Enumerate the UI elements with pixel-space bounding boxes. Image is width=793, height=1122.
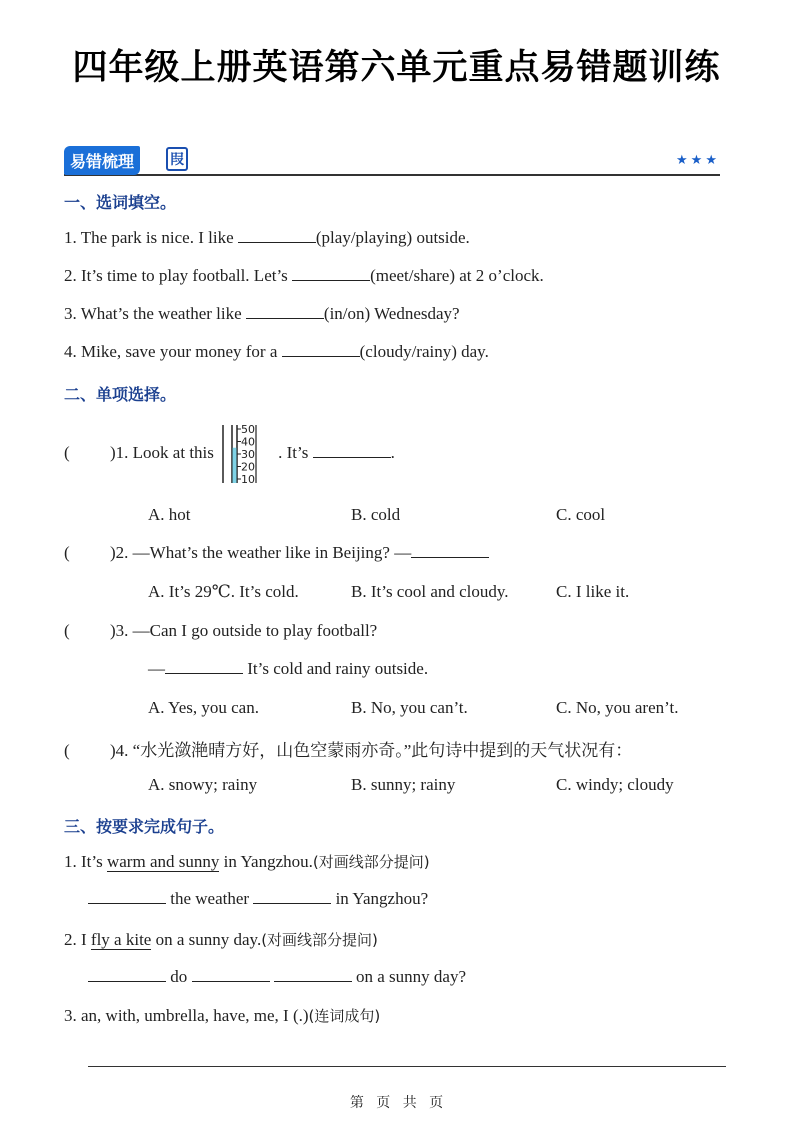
option-a: A. Yes, you can. <box>148 698 259 717</box>
thermometer-image <box>220 423 276 485</box>
section-2-heading: 二、单项选择。 <box>64 385 177 404</box>
item-text: 1. The park is nice. I like <box>64 228 238 247</box>
thermometer-tick-label: 30 <box>241 448 256 462</box>
option-c: C. I like it. <box>556 582 630 601</box>
mc-question-2 <box>64 543 489 563</box>
question-text: 3. an, with, umbrella, have, me, I (.) <box>64 1006 309 1025</box>
thermometer-tick-label: 20 <box>241 460 256 474</box>
answer-blank[interactable] <box>165 659 243 674</box>
item-text: 3. What’s the weather like <box>64 304 246 323</box>
thermometer-icon <box>220 423 276 485</box>
answer-paren[interactable]: ( <box>64 621 70 640</box>
answer-blank[interactable] <box>192 967 270 982</box>
sentence-2-answer <box>88 967 466 987</box>
mc-question-4 <box>64 736 632 761</box>
option-c: C. No, you aren’t. <box>556 698 679 717</box>
thermometer-tick-label: 10 <box>241 473 256 486</box>
fill-item-2 <box>64 266 544 286</box>
instruction-note: (连词成句) <box>308 1007 381 1025</box>
page-title: 四年级上册英语第六单元重点易错题训练 <box>72 48 721 88</box>
answer-text: on a sunny day? <box>351 967 467 986</box>
answer-blank[interactable] <box>313 443 391 458</box>
question-text: 2. I <box>64 930 91 949</box>
question-text: 1. It’s <box>64 852 107 871</box>
thermometer-tick-label: 50 <box>241 423 256 437</box>
underlined-phrase: warm and sunny <box>106 852 220 871</box>
option-a: A. hot <box>148 505 191 524</box>
sentence-2 <box>64 929 378 950</box>
mc-question-1 <box>64 422 395 485</box>
answer-blank[interactable] <box>238 228 316 243</box>
underlined-phrase: fly a kite <box>90 930 152 949</box>
answer-blank[interactable] <box>411 543 489 558</box>
mc-question-3-reply <box>148 659 428 679</box>
thermometer-liquid <box>233 448 237 483</box>
section-3-heading: 三、按要求完成句子。 <box>64 817 225 836</box>
item-text: (play/playing) outside. <box>315 228 470 247</box>
page-footer: 第 页 共 页 <box>349 1095 444 1111</box>
question-text: It’s cold and rainy outside. <box>243 659 429 678</box>
option-a: A. It’s 29℃. It’s cold. <box>148 582 299 601</box>
question-text: )3. —Can I go outside to play football? <box>110 621 378 640</box>
answer-blank[interactable] <box>274 967 352 982</box>
answer-blank[interactable] <box>88 967 166 982</box>
option-b: B. sunny; rainy <box>351 775 456 794</box>
option-b: B. It’s cool and cloudy. <box>351 582 509 601</box>
answer-paren[interactable]: ( <box>64 443 70 462</box>
answer-blank[interactable] <box>246 304 324 319</box>
option-a: A. snowy; rainy <box>148 775 258 794</box>
badge-icon: 叚 <box>166 147 188 171</box>
answer-blank[interactable] <box>253 889 331 904</box>
sentence-1-answer <box>88 889 428 909</box>
answer-text: the weather <box>166 889 254 908</box>
answer-blank[interactable] <box>282 342 360 357</box>
section-1-heading: 一、选词填空。 <box>64 193 177 212</box>
option-c: C. windy; cloudy <box>556 775 674 794</box>
fill-item-3 <box>64 304 460 324</box>
item-text: 4. Mike, save your money for a <box>64 342 282 361</box>
answer-blank[interactable] <box>292 266 370 281</box>
answer-text: in Yangzhou? <box>331 889 429 908</box>
fill-item-1 <box>64 228 470 248</box>
instruction-note: (对画线部分提问) <box>312 853 430 871</box>
answer-paren[interactable]: ( <box>64 543 70 562</box>
sentence-1 <box>64 851 430 872</box>
option-b: B. cold <box>351 505 401 524</box>
error-review-badge: 易错梳理 <box>64 146 140 175</box>
question-text: . <box>390 443 395 462</box>
question-text: on a sunny day. <box>151 930 262 949</box>
option-b: B. No, you can’t. <box>351 698 468 717</box>
thermometer-tick-label: 40 <box>241 435 256 449</box>
item-text: (meet/share) at 2 o’clock. <box>370 266 544 285</box>
answer-blank[interactable] <box>88 889 166 904</box>
question-text: in Yangzhou. <box>219 852 313 871</box>
sentence-3 <box>64 1005 380 1026</box>
answer-paren[interactable]: ( <box>64 741 70 760</box>
question-text: )2. —What’s the weather like in Beijing? — <box>110 543 412 562</box>
option-c: C. cool <box>556 505 606 524</box>
item-text: (in/on) Wednesday? <box>323 304 460 323</box>
section-header-bar <box>64 146 720 176</box>
answer-text: do <box>166 967 192 986</box>
mc-question-3 <box>64 621 377 641</box>
item-text: 2. It’s time to play football. Let’s <box>64 266 293 285</box>
star-rating-icon: ★★★ <box>676 152 720 167</box>
fill-item-4 <box>64 342 489 362</box>
instruction-note: (对画线部分提问) <box>261 931 378 949</box>
item-text: (cloudy/rainy) day. <box>359 342 489 361</box>
question-text: . It’s <box>278 443 313 462</box>
question-text: — <box>148 659 165 678</box>
answer-line[interactable] <box>88 1066 726 1067</box>
question-text: )1. Look at this <box>110 443 214 462</box>
question-text: )4. “水光潋滟晴方好，山色空蒙雨亦奇。”此句诗中提到的天气状况有： <box>110 741 633 760</box>
